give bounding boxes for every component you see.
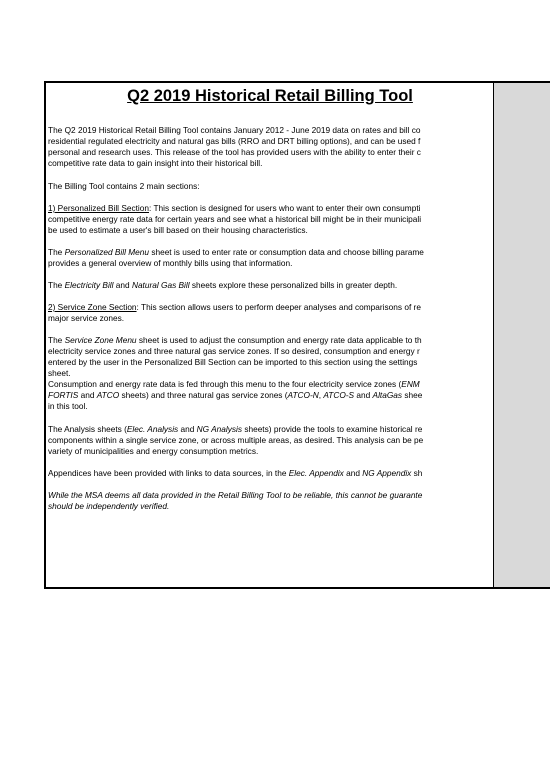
- paragraph-line: provides a general overview of monthly bills using that information.: [48, 258, 293, 268]
- disclaimer-line: While the MSA deems all data provided in the Retail Billing Tool to be reliable, this cannot be guarante: [48, 490, 423, 500]
- personalized-bill-paragraph: [48, 203, 421, 236]
- paragraph-line: variety of municipalities and energy consumption metrics.: [48, 446, 259, 456]
- sheet-name: Elec. Analysis: [126, 424, 179, 434]
- paragraph-text: and: [354, 390, 373, 400]
- paragraph-text: The: [48, 247, 65, 257]
- sheet-name: Electricity Bill: [64, 280, 114, 290]
- paragraph-text: and: [78, 390, 97, 400]
- service-zone-menu-paragraph: [48, 335, 422, 379]
- zone-name: AltaGas: [372, 390, 403, 400]
- paragraph-text: and: [343, 468, 363, 478]
- paragraph-text: sheets explore these personalized bills in greater depth.: [189, 280, 398, 290]
- service-zone-paragraph: [48, 302, 421, 324]
- paragraph-text: shee: [402, 390, 423, 400]
- paragraph-text: Appendices have been provided with links to data sources, in the: [48, 468, 289, 478]
- paragraph-text: sheets) and three natural gas service zones (: [119, 390, 288, 400]
- zone-name: ENM: [401, 379, 420, 389]
- billing-tool-sheet: [44, 81, 550, 589]
- consumption-paragraph: [48, 379, 422, 412]
- paragraph-line: major service zones.: [48, 313, 125, 323]
- page-title: Q2 2019 Historical Retail Billing Tool: [127, 87, 413, 105]
- disclaimer-line: should be independently verified.: [48, 501, 170, 511]
- zone-name: ATCO-S: [323, 390, 355, 400]
- paragraph-text: sheet is used to adjust the consumption and energy rate data applicable to th: [136, 335, 422, 345]
- sheet-name: Service Zone Menu: [64, 335, 137, 345]
- sheet-name: NG Analysis: [196, 424, 243, 434]
- zone-name: FORTIS: [48, 390, 79, 400]
- personalized-menu-paragraph: [48, 247, 424, 269]
- sheet-name: Elec. Appendix: [288, 468, 344, 478]
- paragraph-line: entered by the user in the Personalized Bill Section can be imported to this section using the settings: [48, 357, 418, 367]
- paragraph-text: Consumption and energy rate data is fed through this menu to the four electricity service zones (: [48, 379, 402, 389]
- paragraph-line: competitive energy rate data for certain years and see what a historical bill might be in their municipali: [48, 214, 422, 224]
- paragraph-text: sh: [411, 468, 423, 478]
- paragraph-text: : This section is designed for users who want to enter their own consumpti: [149, 203, 421, 213]
- analysis-paragraph: [48, 424, 423, 457]
- personalized-bill-heading: 1) Personalized Bill Section: [48, 203, 149, 213]
- paragraph-text: and: [178, 424, 197, 434]
- sections-intro: The Billing Tool contains 2 main sections:: [48, 181, 200, 191]
- zone-name: ATCO-N: [287, 390, 319, 400]
- paragraph-text: The Analysis sheets (: [48, 424, 127, 434]
- sheet-name: Personalized Bill Menu: [64, 247, 150, 257]
- intro-line: residential regulated electricity and natural gas bills (RRO and DRT billing options), and can be used f: [48, 136, 421, 146]
- intro-paragraph: [48, 125, 421, 169]
- paragraph-text: The: [48, 280, 65, 290]
- paragraph-line: sheet.: [48, 368, 71, 378]
- sheet-content: [48, 83, 492, 587]
- paragraph-line: electricity service zones and three natural gas service zones. If so desired, consumption and energy r: [48, 346, 420, 356]
- zone-name: ATCO: [96, 390, 120, 400]
- sheet-name: NG Appendix: [362, 468, 412, 478]
- paragraph-text: : This section allows users to perform deeper analyses and comparisons of re: [136, 302, 421, 312]
- gray-column: [493, 83, 550, 587]
- intro-line: The Q2 2019 Historical Retail Billing Tool contains January 2012 - June 2019 data on rates and bill co: [48, 125, 421, 135]
- intro-line: personal and research uses. This release of the tool has provided users with the ability to enter their c: [48, 147, 421, 157]
- paragraph-text: sheets) provide the tools to examine historical re: [242, 424, 423, 434]
- disclaimer-paragraph: [48, 490, 422, 512]
- intro-line: competitive rate data to gain insight into their historical bill.: [48, 158, 263, 168]
- service-zone-heading: 2) Service Zone Section: [48, 302, 137, 312]
- appendix-paragraph: [48, 468, 422, 479]
- paragraph-text: sheet is used to enter rate or consumption data and choose billing parame: [149, 247, 424, 257]
- paragraph-line: components within a single service zone, or across multiple areas, as desired. This analysis can be pe: [48, 435, 424, 445]
- paragraph-line: be used to estimate a user's bill based on their housing characteristics.: [48, 225, 308, 235]
- paragraph-line: in this tool.: [48, 401, 88, 411]
- paragraph-text: and: [113, 280, 132, 290]
- paragraph-text: ,: [318, 390, 324, 400]
- sheet-name: Natural Gas Bill: [131, 280, 190, 290]
- paragraph-text: The: [48, 335, 65, 345]
- bill-sheets-paragraph: [48, 280, 397, 291]
